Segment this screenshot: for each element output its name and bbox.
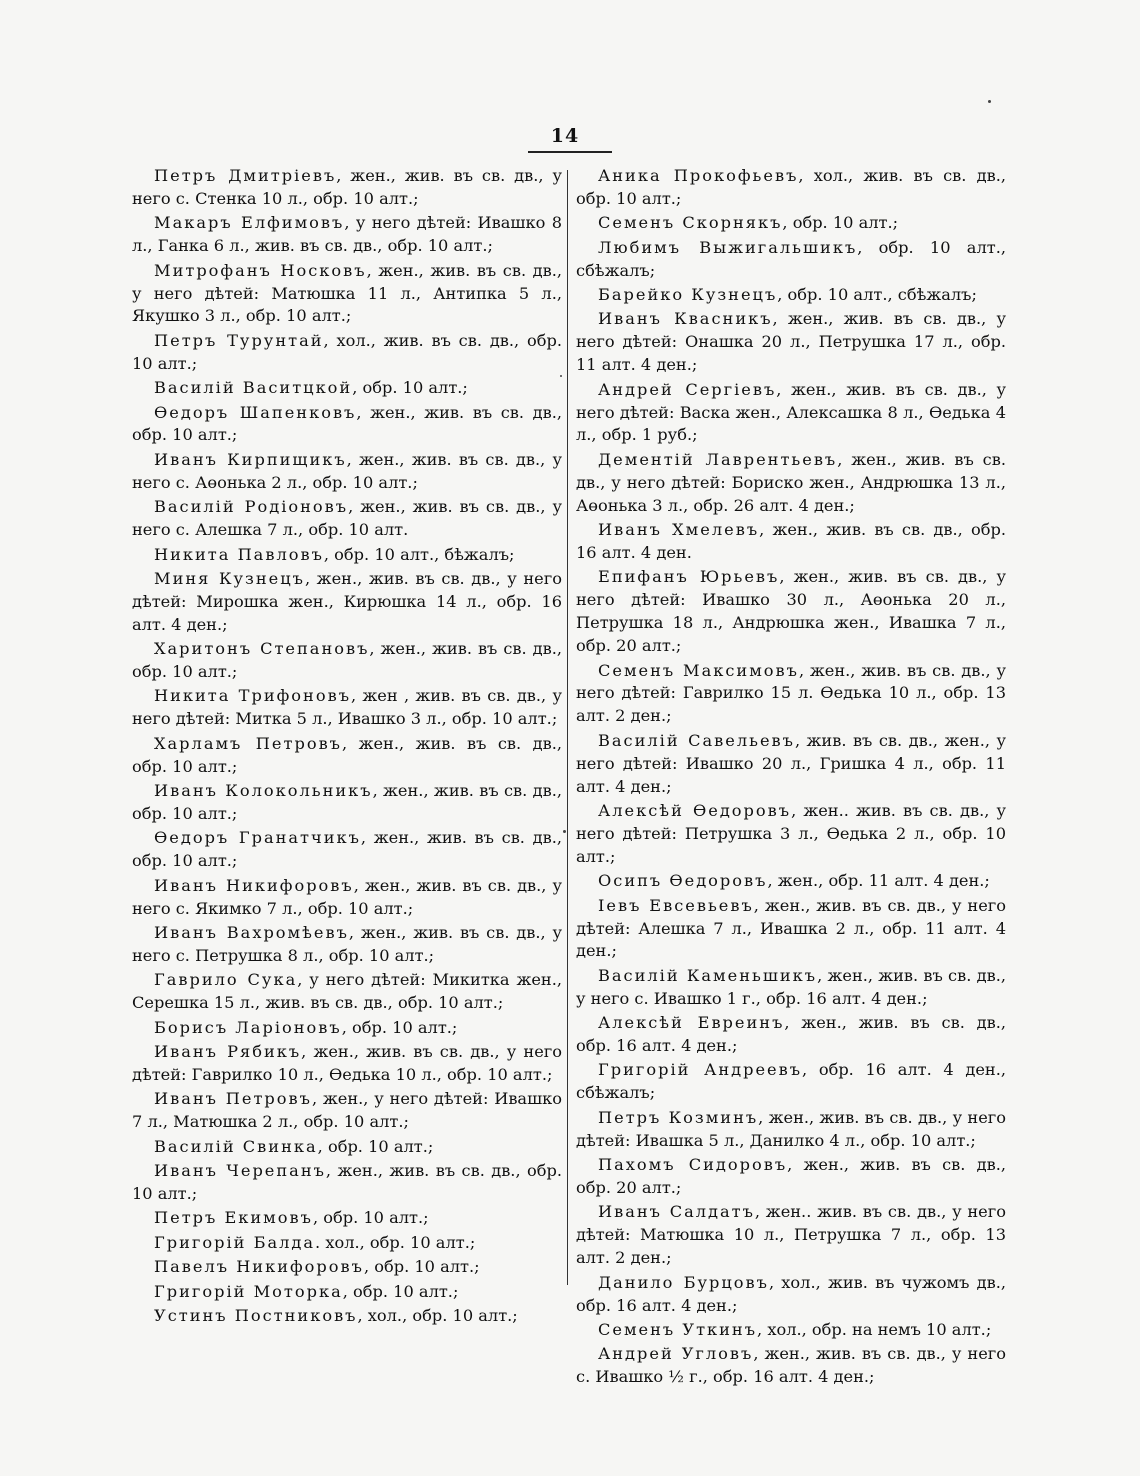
entry-name: Семенъ Максимовъ <box>598 660 799 680</box>
entry-name: Василій Савельевъ <box>598 730 795 750</box>
entry-name: Аника Прокофьевъ <box>598 166 799 185</box>
entry-text: , жен , жив. въ св. дв., у него дѣтей: Митка 5 л., Ивашко 3 л., обр. 10 алт.; <box>132 686 562 729</box>
entry-text: , у него дѣтей: Ивашко 8 л., Ганка 6 л., жив. въ св. дв., обр. 10 алт.; <box>132 213 563 256</box>
register-entry <box>576 730 1006 799</box>
register-entry <box>132 1041 562 1087</box>
entry-name: Андрей Угловъ <box>598 1344 754 1364</box>
register-entry <box>132 1281 562 1304</box>
entry-text: , жен., жив. въ св. дв., обр. 10 алт.; <box>132 828 562 871</box>
register-entry <box>132 922 562 968</box>
register-entry <box>576 965 1006 1011</box>
entry-name: Иванъ Вахромѣевъ <box>154 923 349 942</box>
register-entry <box>132 165 562 211</box>
entry-name: Данило Бурцовъ <box>598 1272 769 1292</box>
register-entry <box>576 1154 1006 1200</box>
register-entry <box>576 895 1006 964</box>
register-entry <box>132 1160 562 1206</box>
register-entry <box>132 1017 562 1040</box>
entry-text: , жен., жив. въ св. дв., обр. 16 алт. 4 ден.; <box>576 1013 1006 1056</box>
register-entry <box>132 1136 562 1159</box>
register-entry <box>132 1088 562 1134</box>
register-entry <box>132 377 562 400</box>
register-entry <box>132 969 562 1015</box>
entry-name: Григорій Моторка <box>154 1281 343 1301</box>
entry-name: Харитонъ Степановъ <box>154 639 370 659</box>
register-entry <box>132 568 562 637</box>
entry-text: , хол., жив. въ св. дв., обр. 10 алт.; <box>132 330 562 373</box>
entry-name: Петръ Козминъ <box>598 1107 759 1127</box>
register-entry <box>132 1305 562 1328</box>
entry-text: , хол., жив. въ чужомъ дв., обр. 16 алт. 4 ден.; <box>576 1272 1006 1315</box>
register-entry <box>132 733 562 779</box>
entry-text: , жен., жив. въ св. дв., обр. 10 алт.; <box>132 402 562 445</box>
entry-text: , жен., у него дѣтей: Ивашко 7 л., Матюшка 2 л., обр. 10 алт.; <box>132 1089 562 1132</box>
entry-text: , жен., жив. въ св. дв., у него с. Алешка 7 л., обр. 10 алт. <box>132 497 562 540</box>
entry-text: , жен., жив. въ св. дв., у него с. Аөонька 2 л., обр. 10 алт.; <box>132 449 562 492</box>
entry-text: , обр. 10 алт., бѣжалъ; <box>323 544 515 564</box>
register-entry <box>576 519 1006 565</box>
register-entry <box>132 544 562 567</box>
register-entry <box>576 379 1006 448</box>
page-number: 14 <box>550 125 580 147</box>
entry-name: Осипъ Өедоровъ <box>598 871 768 891</box>
scan-speck <box>563 830 566 833</box>
entry-text: , жен., жив. въ св. дв., у него дѣтей: Мирошка жен., Кирюшка 14 л., обр. 16 алт. 4 ден.; <box>132 568 562 634</box>
register-entry <box>576 165 1006 211</box>
register-entry <box>132 827 562 873</box>
entry-text: , обр. 10 алт.; <box>341 1017 458 1037</box>
entry-name: Алексѣй Өедоровъ <box>598 800 792 820</box>
entry-name: Миня Кузнецъ <box>154 568 305 588</box>
entry-name: Харламъ Петровъ <box>154 733 342 753</box>
entry-text: , жен., жив. въ св. дв., обр. 10 алт.; <box>132 781 562 823</box>
entry-name: Іевъ Евсевьевъ <box>598 895 754 915</box>
register-entry <box>576 1272 1006 1318</box>
entry-text: , жен., жив. въ св. дв., у него с. Петрушка 8 л., обр. 10 алт.; <box>132 923 562 965</box>
entry-text: , обр. 10 алт.; <box>363 1257 480 1277</box>
entry-name: Василій Васитцкой <box>154 378 353 398</box>
entry-name: Андрей Сергіевъ <box>598 379 777 399</box>
entry-text: , жен., жив. въ св. дв., у него дѣтей: Гаврилко 10 л., Өедька 10 л., обр. 10 алт.; <box>132 1042 563 1084</box>
entry-text: , хол., обр. на немъ 10 алт.; <box>757 1319 992 1339</box>
register-entry <box>132 402 562 448</box>
entry-name: Барейко Кузнецъ <box>598 285 778 305</box>
column-divider <box>567 170 568 1285</box>
entry-name: Петръ Турунтай <box>154 330 324 350</box>
entry-name: Епифанъ Юрьевъ <box>598 567 780 587</box>
entry-name: Григорій Андреевъ <box>598 1060 803 1080</box>
entry-name: Иванъ Петровъ <box>154 1089 312 1109</box>
entry-text: , обр. 10 алт.; <box>342 1281 459 1301</box>
register-entry <box>132 1256 562 1279</box>
page-number-rule <box>528 151 612 153</box>
register-entry <box>132 685 562 731</box>
entry-text: , жен.. жив. въ св. дв., у него дѣтей: Петрушка 3 л., Өедька 2 л., обр. 10 алт.; <box>576 800 1006 866</box>
entry-text: , жен., жив. въ св. дв., у него с. Стенка 10 л., обр. 10 алт.; <box>132 166 562 208</box>
entry-name: Павелъ Никифоровъ <box>154 1257 364 1277</box>
entry-name: Өедоръ Гранатчикъ <box>154 828 361 848</box>
entry-name: Иванъ Кирпищикъ <box>154 449 347 469</box>
entry-text: , жен., жив. въ св. дв., у него дѣтей: Матюшка 11 л., Антипка 5 л., Якушко 3 л., обр. 10 алт.; <box>132 260 562 326</box>
register-entry <box>132 212 562 258</box>
entry-name: Иванъ Квасникъ <box>598 309 773 329</box>
register-entry <box>576 1319 1006 1342</box>
entry-text: , обр. 10 алт.; <box>352 378 468 398</box>
scan-speck <box>560 375 562 377</box>
entry-name: Петръ Екимовъ <box>154 1208 313 1228</box>
register-entry <box>576 800 1006 869</box>
entry-name: Иванъ Салдатъ <box>598 1202 755 1222</box>
entry-name: Григорій Балда <box>154 1232 316 1252</box>
register-entry <box>132 638 562 684</box>
entry-name: Иванъ Никифоровъ <box>154 875 354 895</box>
entry-text: , жен., жив. въ св. дв., у него дѣтей: Ивашко 30 л., Аөонька 20 л., Петрушка 18 л., Андрюшка жен., Ивашка 7 л., обр. 20 алт.; <box>576 567 1006 656</box>
register-entry <box>576 284 1006 307</box>
register-entry <box>132 780 562 826</box>
scan-speck <box>988 100 991 103</box>
entry-text: , жен., жив. въ св. дв., обр. 10 алт.; <box>132 1161 562 1203</box>
entry-name: Иванъ Черепанъ <box>154 1161 326 1181</box>
register-entry <box>576 1107 1006 1153</box>
register-entry <box>132 1207 562 1230</box>
register-entry <box>576 308 1006 377</box>
entry-text: , обр. 10 алт.; <box>312 1208 429 1228</box>
entry-name: Никита Трифоновъ <box>154 686 351 706</box>
entry-text: , обр. 10 алт.; <box>317 1136 434 1156</box>
register-entry <box>132 449 562 495</box>
entry-text: , жен., жив. въ св. дв., у него дѣтей: Ивашка 5 л., Данилко 4 л., обр. 10 алт.; <box>576 1107 1006 1150</box>
register-entry <box>132 260 562 329</box>
entry-name: Иванъ Колокольникъ <box>154 781 373 801</box>
register-entry <box>132 330 562 376</box>
entry-name: Семенъ Скорнякъ <box>598 213 783 233</box>
entry-name: Борисъ Ларіоновъ <box>154 1017 342 1037</box>
left-column <box>132 165 562 1329</box>
entry-name: Макаръ Елфимовъ <box>154 213 345 233</box>
entry-text: , хол., жив. въ св. дв., обр. 10 алт.; <box>576 166 1006 208</box>
entry-text: , жен., жив. въ св. дв., у него дѣтей: Алешка 7 л., Ивашка 2 л., обр. 11 алт. 4 ден.; <box>576 895 1006 961</box>
entry-name: Митрофанъ Носковъ <box>154 260 367 280</box>
register-entry <box>576 660 1006 729</box>
entry-text: , жив. въ св. дв., жен., у него дѣтей: Ивашко 20 л., Гришка 4 л., обр. 11 алт. 4 ден.; <box>576 730 1006 796</box>
entry-name: Василій Родіоновъ <box>154 497 349 517</box>
entry-name: Устинъ Постниковъ <box>154 1306 358 1325</box>
entry-text: , обр. 10 алт., сбѣжалъ; <box>576 237 1006 280</box>
entry-text: , жен.. жив. въ св. дв., у него дѣтей: Матюшка 10 л., Петрушка 7 л., обр. 13 алт. 2 ден.; <box>576 1202 1006 1268</box>
register-entry <box>576 1201 1006 1270</box>
entry-text: , жен., жив. въ св. дв., у него дѣтей: Гаврилко 15 л. Өедька 10 л., обр. 13 алт. 2 ден.; <box>576 660 1006 726</box>
entry-text: , жен., жив. въ св. дв., обр. 16 алт. 4 ден. <box>576 520 1006 562</box>
entry-text: , жен., жив. въ св. дв., у него с. Якимко 7 л., обр. 10 алт.; <box>132 875 562 918</box>
entry-text: , жен., жив. въ св. дв., обр. 10 алт.; <box>132 733 562 776</box>
entry-text: , жен., жив. въ св. дв., обр. 10 алт.; <box>132 639 562 682</box>
entry-name: Василій Свинка <box>154 1136 318 1156</box>
entry-text: , жен., жив. въ св. дв., у него с. Ивашко 1 г., обр. 16 алт. 4 ден.; <box>576 965 1006 1008</box>
register-entry <box>132 496 562 542</box>
entry-text: . хол., обр. 10 алт.; <box>315 1232 476 1252</box>
entry-name: Любимъ Выжигальшикъ <box>598 237 858 257</box>
entry-name: Пахомъ Сидоровъ <box>598 1155 788 1175</box>
register-entry <box>576 212 1006 235</box>
entry-text: , жен., жив. въ св. дв., у него дѣтей: Онашка 20 л., Петрушка 17 л., обр. 11 алт. 4 ден.; <box>576 309 1006 375</box>
right-column <box>576 165 1006 1391</box>
entry-name: Алексѣй Евреинъ <box>598 1013 785 1033</box>
register-entry <box>132 875 562 921</box>
entry-text: , у него дѣтей: Микитка жен., Серешка 15 л., жив. въ св. дв., обр. 10 алт.; <box>132 970 562 1013</box>
register-entry <box>576 237 1006 283</box>
entry-text: , жен., обр. 11 алт. 4 ден.; <box>767 871 990 891</box>
entry-name: Иванъ Хмелевъ <box>598 520 760 540</box>
register-entry <box>576 870 1006 893</box>
entry-name: Никита Павловъ <box>154 544 324 564</box>
register-entry <box>576 1343 1006 1389</box>
entry-text: , обр. 16 алт. 4 ден., сбѣжалъ; <box>576 1060 1006 1103</box>
entry-name: Гаврило Сука <box>154 970 298 990</box>
entry-text: , обр. 10 алт.; <box>782 213 899 233</box>
entry-name: Петръ Дмитріевъ <box>154 166 337 185</box>
entry-text: , жен., жив. въ св. дв., обр. 20 алт.; <box>576 1155 1006 1197</box>
register-entry <box>132 1232 562 1255</box>
entry-text: , жен., жив. въ св. дв., у него дѣтей: Васка жен., Алексашка 8 л., Өедька 4 л., обр. 1 руб.; <box>576 379 1006 445</box>
entry-text: , жен., жив. въ св. дв., у него дѣтей: Бориско жен., Андрюшка 13 л., Аөонька 3 л., обр. 26 алт. 4 ден.; <box>576 449 1006 515</box>
register-entry <box>576 566 1006 658</box>
entry-name: Семенъ Уткинъ <box>598 1319 758 1339</box>
register-entry <box>576 449 1006 518</box>
entry-name: Иванъ Рябикъ <box>154 1042 302 1062</box>
entry-text: , жен., жив. въ св. дв., у него с. Ивашко ½ г., обр. 16 алт. 4 ден.; <box>576 1344 1006 1387</box>
entry-name: Василій Каменьшикъ <box>598 965 818 985</box>
register-entry <box>576 1012 1006 1058</box>
entry-name: Өедоръ Шапенковъ <box>154 402 357 422</box>
register-entry <box>576 1059 1006 1105</box>
entry-name: Дементій Лаврентьевъ <box>598 449 838 469</box>
entry-text: , хол., обр. 10 алт.; <box>357 1306 518 1325</box>
entry-text: , обр. 10 алт., сбѣжалъ; <box>777 285 977 305</box>
